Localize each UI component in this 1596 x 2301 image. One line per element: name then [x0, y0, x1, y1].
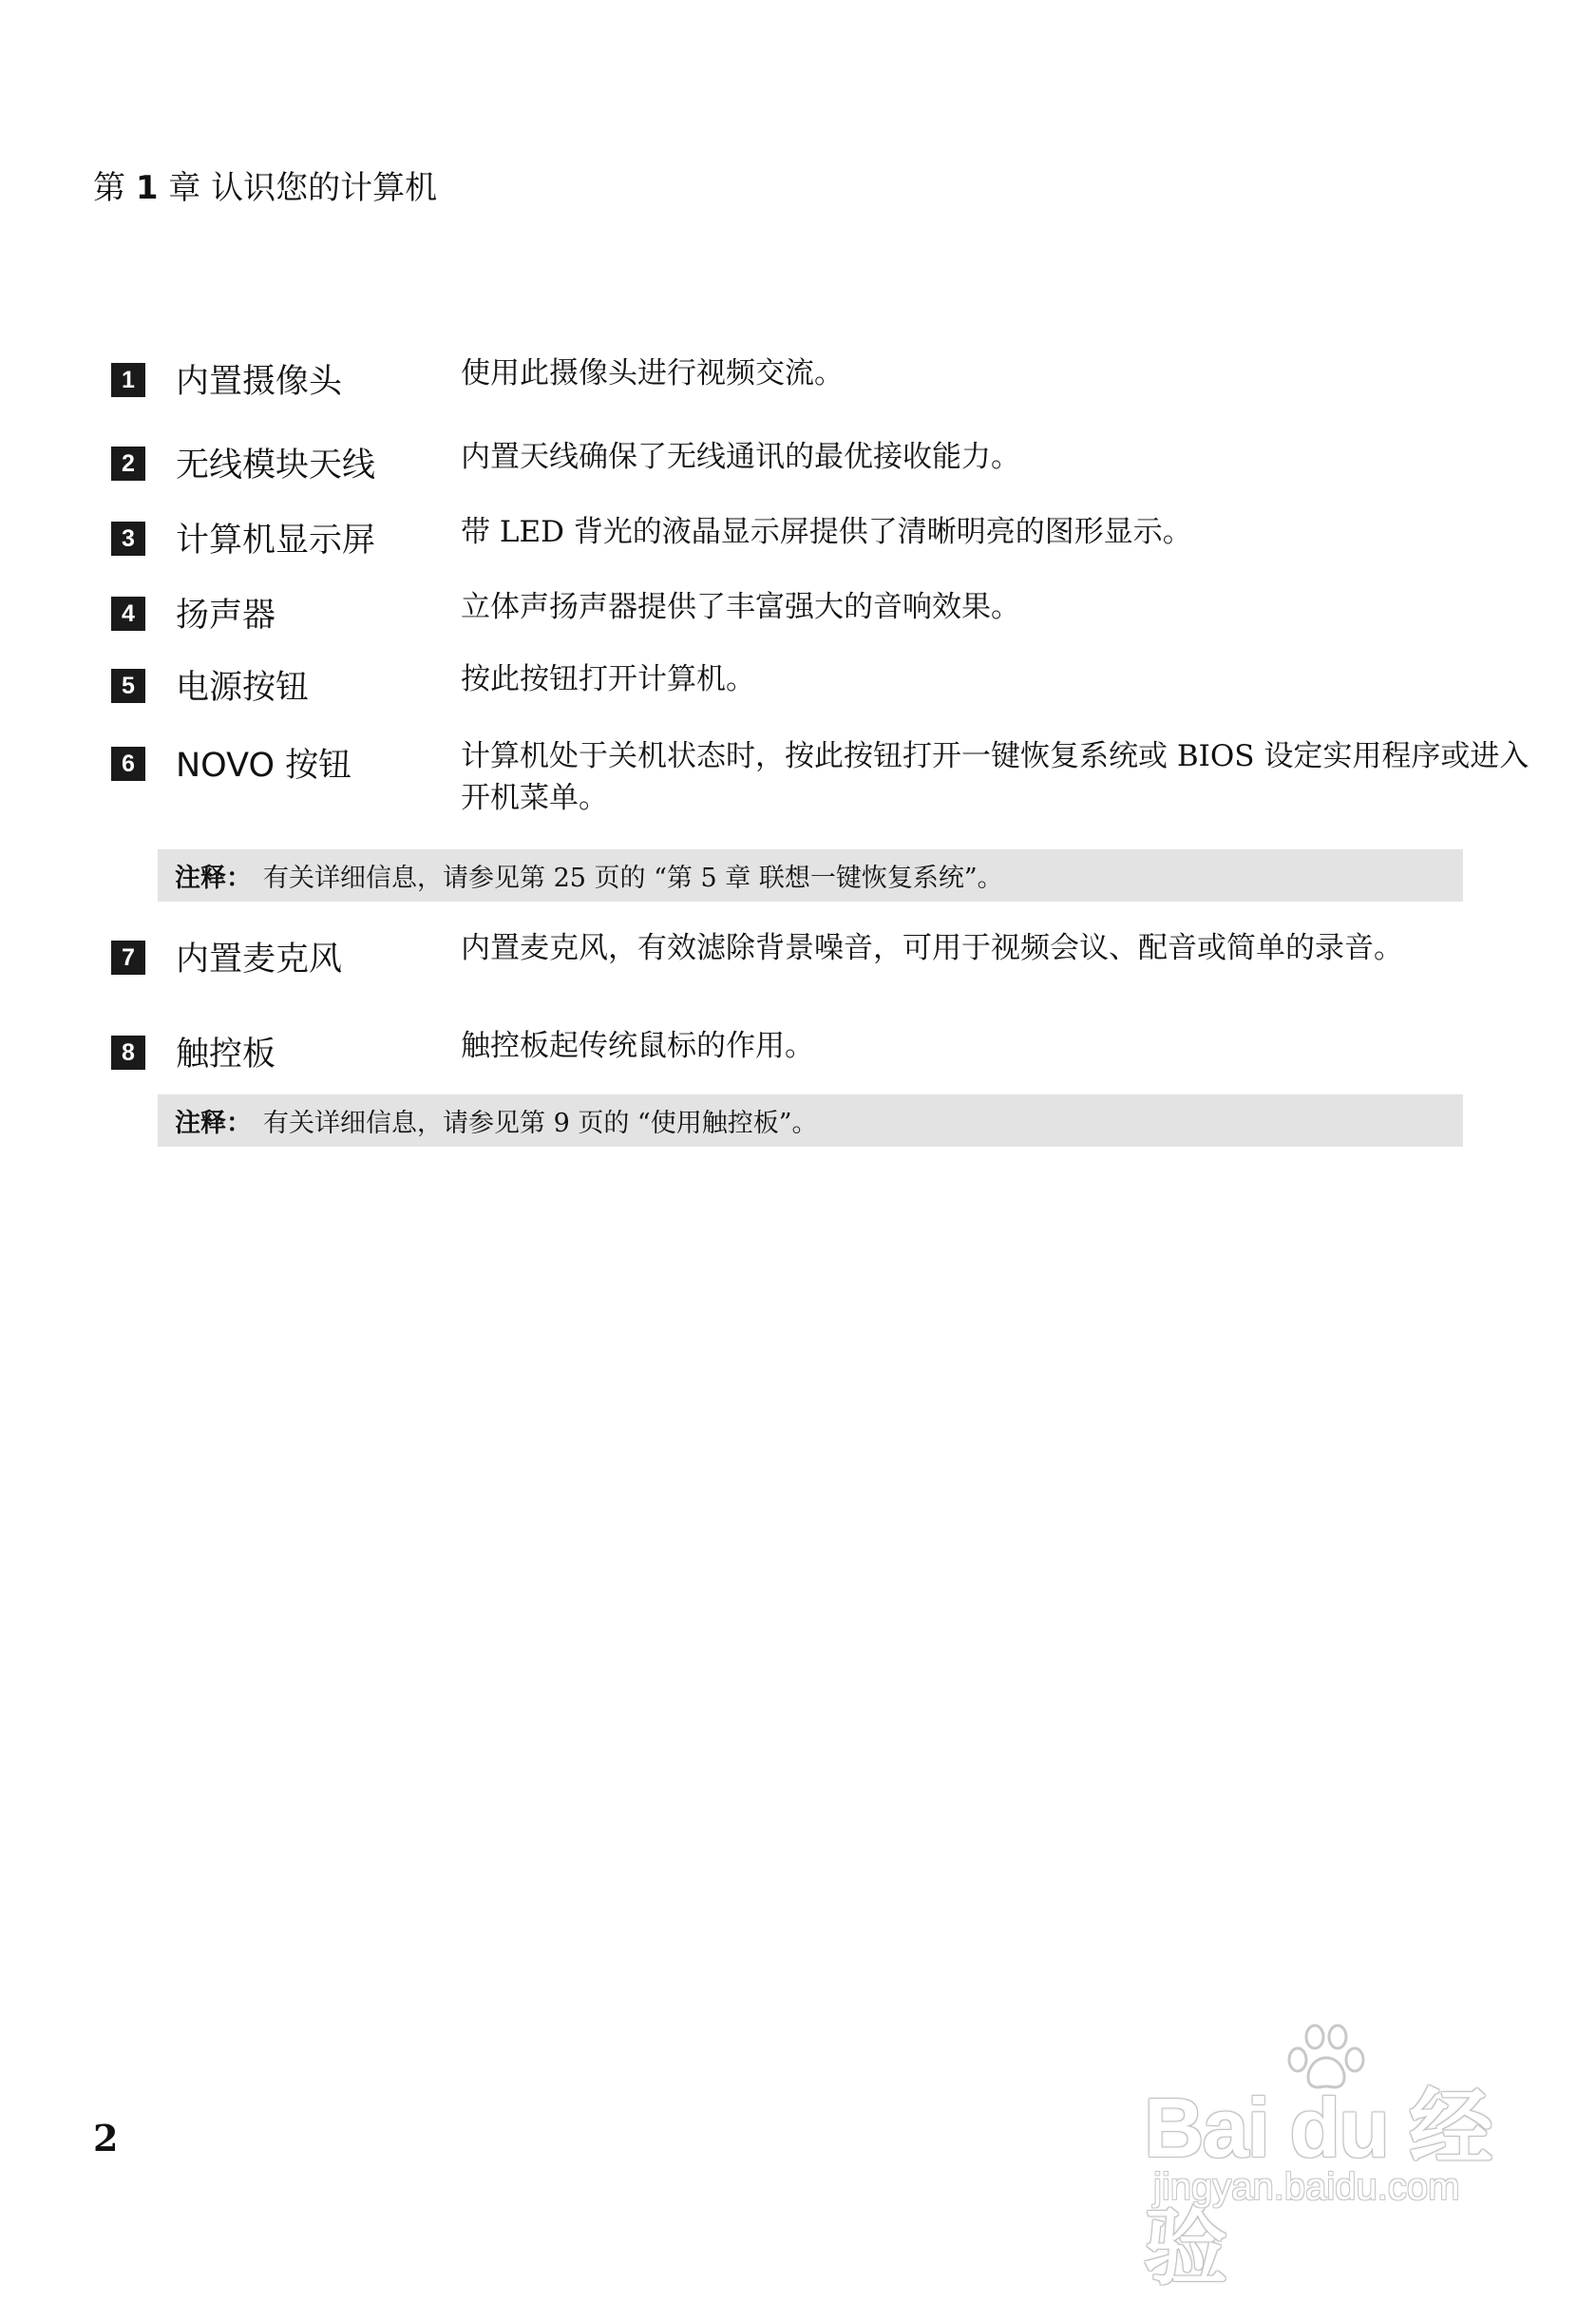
item-number-badge: 5	[111, 669, 145, 703]
item-label: 扬声器	[176, 597, 276, 635]
baidu-watermark	[1140, 2024, 1520, 2294]
watermark-url: jingyan.baidu.com	[1153, 2166, 1460, 2208]
item-description: 按此按钮打开计算机。	[461, 662, 755, 696]
item-number-badge: 6	[111, 747, 145, 781]
item-number-badge: 1	[111, 363, 145, 397]
item-label: 内置麦克风	[176, 941, 343, 979]
page-number: 2	[93, 2117, 119, 2159]
chapter-prefix: 第	[93, 169, 125, 207]
item-number-badge: 4	[111, 597, 145, 631]
item-label: NOVO 按钮	[176, 747, 352, 785]
item-label: 触控板	[176, 1036, 276, 1074]
note-box	[158, 1094, 1463, 1147]
item-number-badge: 3	[111, 522, 145, 556]
item-number-badge: 2	[111, 447, 145, 481]
item-description: 带 LED 背光的液晶显示屏提供了清晰明亮的图形显示。	[461, 515, 1192, 549]
item-description: 触控板起传统鼠标的作用。	[461, 1029, 814, 1063]
watermark-logo: Bai du 经验	[1144, 2081, 1492, 2294]
item-label: 内置摄像头	[176, 363, 343, 401]
item-number-badge: 7	[111, 941, 145, 975]
item-number-badge: 8	[111, 1036, 145, 1070]
chapter-title: 章 认识您的计算机	[168, 169, 438, 207]
chapter-header	[93, 162, 437, 208]
note-label: 注释：	[175, 1109, 252, 1138]
item-label: 无线模块天线	[176, 447, 376, 485]
item-description: 内置麦克风，有效滤除背景噪音，可用于视频会议、配音或简单的录音。	[461, 931, 1403, 965]
note-box	[158, 849, 1463, 902]
item-description: 立体声扬声器提供了丰富强大的音响效果。	[461, 590, 1020, 624]
item-description: 内置天线确保了无线通讯的最优接收能力。	[461, 440, 1020, 474]
note-text: 有关详细信息，请参见第 25 页的 “第 5 章 联想一键恢复系统”。	[263, 864, 1003, 893]
note-text: 有关详细信息，请参见第 9 页的 “使用触控板”。	[263, 1109, 818, 1138]
item-label: 计算机显示屏	[176, 522, 376, 560]
item-description: 计算机处于关机状态时，按此按钮打开一键恢复系统或 BIOS 设定实用程序或进入开机菜单。	[461, 739, 1530, 815]
note-label: 注释：	[175, 864, 252, 893]
chapter-number: 1	[135, 169, 159, 207]
item-description: 使用此摄像头进行视频交流。	[461, 356, 844, 390]
item-label: 电源按钮	[176, 669, 310, 707]
